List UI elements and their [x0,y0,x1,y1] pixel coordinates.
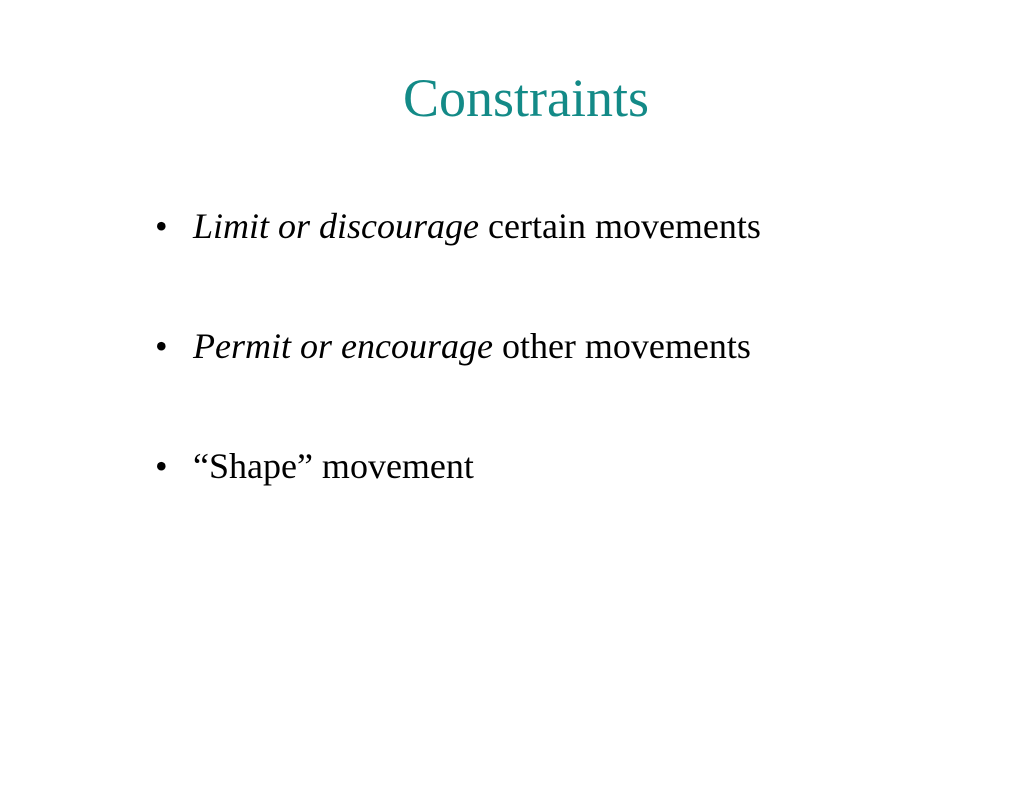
bullet-list [155,200,761,560]
bullet-icon: • [155,446,168,486]
bullet-item [155,200,761,252]
bullet-icon: • [155,206,168,246]
bullet-text [193,200,761,252]
bullet-icon: • [155,326,168,366]
bullet-rest: “Shape” movement [193,446,474,486]
bullet-rest: certain movements [479,206,761,246]
bullet-item [155,320,761,372]
bullet-item [155,440,761,492]
bullet-rest: other movements [492,326,751,366]
bullet-text [193,440,474,492]
slide-title: Constraints [402,68,649,128]
bullet-emphasis: Limit or discourage [193,206,480,246]
bullet-text [193,320,751,372]
bullet-emphasis: Permit or encourage [193,326,493,366]
